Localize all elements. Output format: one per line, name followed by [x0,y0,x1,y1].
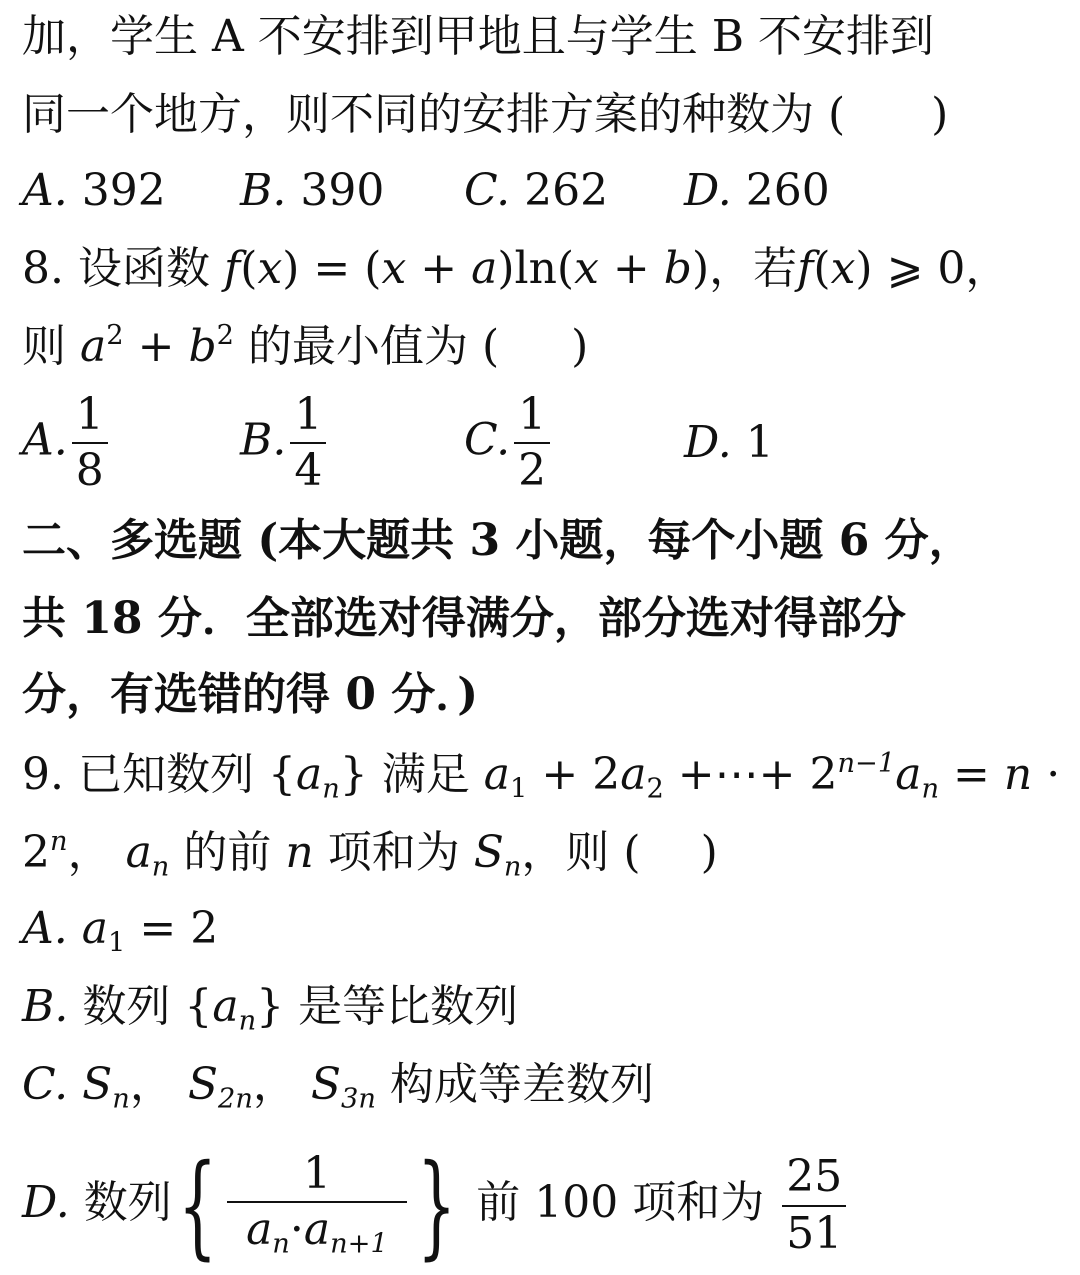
q8-line2-close: ) [571,320,589,372]
q9-xiang: 项和为 [327,826,460,878]
q9-eq: = [939,748,1004,800]
q7-option-b [240,165,385,216]
q9-dot: · [1032,748,1061,800]
q9-a: a [295,748,323,800]
q8-tail: )，若 [691,243,798,294]
q9-sep: ， [129,1059,174,1110]
q8-option-a-fraction [72,389,108,497]
q9-plus: +⋯+ 2 [663,748,838,800]
fraction-denominator: 8 [75,445,104,497]
q8-line2 [22,322,1072,370]
q9-big-rbrace: } [417,1140,457,1271]
q8-line1 [22,243,1072,294]
fraction-numerator: 1 [294,389,323,440]
section2-heading-cont: 共 18 分．全部选对得满分，部分选对得部分 [22,593,906,644]
q8-plus: + [598,243,664,294]
q8-x: x [830,243,856,294]
q7-option-d-value: 260 [745,165,830,216]
q8-geq: ⩾ 0， [872,243,1010,294]
q8-option-c [464,389,554,497]
q8-option-d-letter: D. [684,417,732,468]
q8-exp: 2 [216,320,234,351]
q9-sub: 1 [510,773,528,805]
q9-a: a [620,748,647,800]
fraction-numerator: 1 [75,389,104,440]
q9-exp-text: n [50,826,68,857]
q9-a: a [81,903,108,954]
q7-option-d-letter: D. [684,165,732,216]
q7-option-a [22,165,166,216]
q9-sub: n [272,1229,290,1261]
q9-option-d-pre: 数列 [83,1177,172,1228]
q9-option-d-mid: 前 100 项和为 [476,1177,765,1228]
q9-option-c-letter: C. [22,1059,69,1110]
fraction-denominator: 2 [518,445,547,497]
q9-n: n [1003,748,1033,800]
q9-option-d [22,1138,1072,1271]
q8-option-d-value: 1 [745,417,774,468]
q9-option-d-letter: D. [22,1177,70,1228]
q7-line1-text: 加，学生 A 不安排到甲地且与学生 B 不安排到 [22,11,935,62]
q9-rbrace: } [256,981,285,1032]
q9-a: a [246,1204,273,1256]
q9-sub: n [503,851,522,883]
q9-S: S [187,1059,218,1110]
q9-dot: · [289,1204,304,1256]
q8-plus: + [123,320,189,372]
q9-sub: n [238,1005,257,1037]
q9-option-c-post: 构成等差数列 [389,1059,654,1110]
q8-line2-pre: 则 [22,320,66,372]
q9-option-b-pre: 数列 [82,981,171,1032]
q9-option-d-inner-fraction [227,1148,407,1261]
q8-line2-post: 的最小值为 ( [247,320,500,372]
q8-paren: ) [282,243,300,294]
q9-sep: ， [252,1059,297,1110]
q7-line1 [22,11,1072,62]
q8-paren: ) [855,243,873,294]
fraction-numerator: 25 [786,1151,843,1203]
fraction-denominator: 51 [786,1207,843,1259]
q9-a: a [303,1204,331,1256]
q9-option-a-letter: A. [22,903,68,954]
q8-x: x [574,243,599,294]
q8-x: x [257,243,283,294]
q9-two: 2 [22,826,50,878]
q9-sub: 2 [646,773,664,805]
q9-S: S [473,826,504,878]
q9-lbrace: { [184,981,213,1032]
q8-f: f [797,243,814,294]
q8-option-c-fraction [514,389,550,497]
q9-prefix: 9. 已知数列 [22,748,254,800]
q9-rbrace: } [339,748,368,800]
q8-plus: + [406,243,472,294]
q8-options [22,389,1072,502]
fraction-denominator: 4 [294,445,323,497]
q9-option-c [22,1059,1072,1115]
q9-sub: n [322,773,340,805]
q8-b2: b [188,320,217,372]
fraction-denominator [242,1204,392,1261]
section2-line3 [22,669,1072,720]
q8-b: b [663,243,692,294]
q9-option-b-post: 是等比数列 [298,981,519,1032]
q9-a: a [895,748,922,800]
q9-option-b-letter: B. [22,981,69,1032]
q9-lbrace: { [267,748,296,800]
q7-option-d [684,165,830,216]
q8-a: a [471,243,498,294]
q9-sub: n+1 [330,1229,388,1261]
q9-qian: 的前 [183,826,272,878]
q8-prefix: 8. 设函数 [22,243,210,294]
q9-exp-text: n−1 [837,748,896,779]
q9-option-b [22,981,1072,1037]
q8-x: x [381,243,407,294]
q9-sub: 3n [341,1083,376,1115]
q9-S: S [310,1059,342,1110]
q9-close: ) [700,826,718,878]
q7-option-c-value: 262 [524,165,609,216]
q7-line2 [22,89,1072,140]
q9-option-d-result-fraction [782,1151,846,1259]
q9-sub: n [112,1083,130,1115]
q8-eq: = ( [299,243,382,294]
q7-option-c-letter: C. [464,165,511,216]
q9-exp [838,748,896,779]
q9-comma: ， [67,826,112,878]
q8-option-b-letter: B. [240,414,287,466]
q8-option-b-fraction [290,389,326,497]
q7-option-b-letter: B. [240,165,287,216]
q9-sub: n [921,773,940,805]
q7-option-b-value: 390 [300,165,385,216]
q9-n: n [285,826,314,878]
section2-line1 [22,515,1072,566]
fraction-numerator: 1 [518,389,547,440]
q9-ze: ，则 ( [521,826,641,878]
q9-a: a [212,981,239,1032]
q9-line2 [22,828,1072,882]
q8-exp: 2 [106,320,124,351]
section2-heading: 二、多选题 (本大题共 3 小题，每个小题 6 分， [22,515,973,566]
q9-satisfy: 满足 [381,748,470,800]
q9-a: a [483,748,510,800]
q9-a: a [125,826,152,878]
q9-line1 [22,750,1072,804]
q8-option-b [240,389,330,497]
q9-sub: 2n [217,1083,253,1115]
fraction-numerator: 1 [302,1148,331,1200]
q9-plus: + 2 [527,748,621,800]
q9-exp [50,826,68,857]
q9-sub: n [151,851,170,883]
q7-option-a-letter: A. [22,165,68,216]
q8-option-c-letter: C. [464,414,511,466]
q7-option-a-value: 392 [81,165,166,216]
q7-line2-close: ) [931,89,949,140]
q9-option-a-eq: = 2 [125,903,219,954]
q8-a2: a [80,320,107,372]
q9-S: S [82,1059,113,1110]
q7-line2-text: 同一个地方，则不同的安排方案的种数为 ( [22,89,846,140]
q8-option-d [684,417,774,468]
section2-line2 [22,593,1072,644]
q8-ln: )ln( [497,243,575,294]
q8-option-a [22,389,112,497]
q9-big-lbrace: { [177,1140,217,1271]
q8-f: f [223,243,241,294]
q8-option-a-letter: A. [22,414,68,466]
q7-option-c [464,165,609,216]
q9-option-a [22,903,1072,959]
q8-paren: ( [813,243,831,294]
q9-sub: 1 [108,927,126,959]
q8-paren: ( [240,243,258,294]
section2-heading-end: 分，有选错的得 0 分．) [22,669,479,720]
